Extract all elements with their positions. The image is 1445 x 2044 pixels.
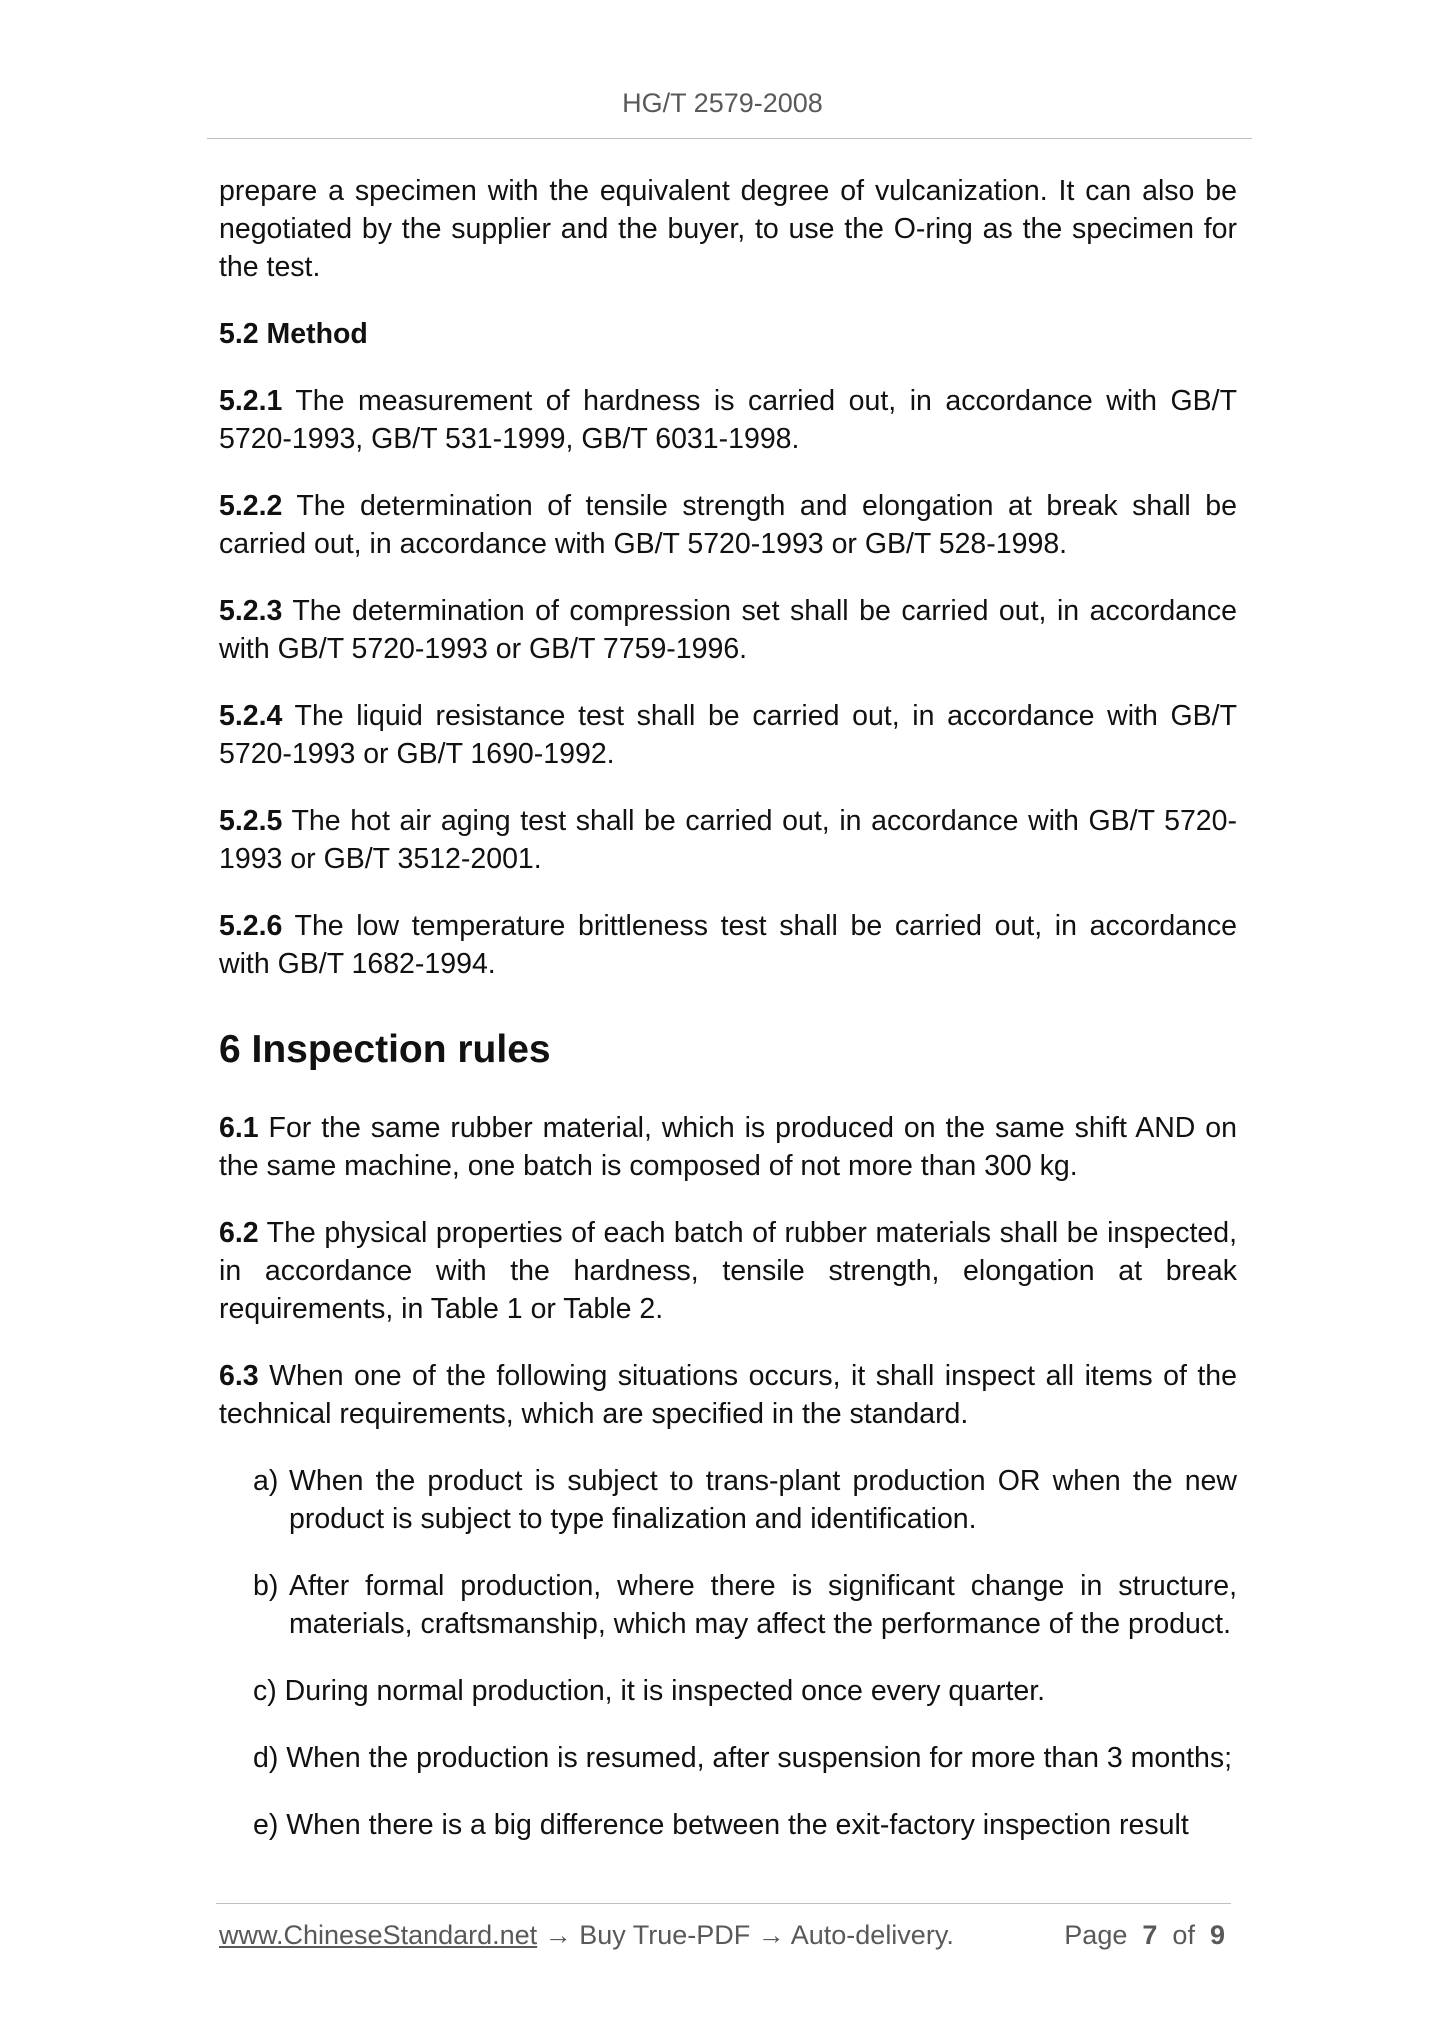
intro-paragraph: prepare a specimen with the equivalent degree of vulcanization. It can also be negotiated by the supplier and the buyer, to use the O-ring as the specimen for the test. xyxy=(219,175,1237,283)
clause-6-3 xyxy=(219,1357,1237,1433)
clause-5-2-5 xyxy=(219,802,1237,878)
clause-number: 5.2.1 xyxy=(219,385,283,417)
clause-number: 5.2.2 xyxy=(219,490,283,522)
list-item-label: a) xyxy=(253,1465,279,1497)
clause-text: The measurement of hardness is carried out, in accordance with GB/T 5720-1993, GB/T 531-1999, GB/T 6031-1998. xyxy=(219,385,1237,455)
list-item-label: e) xyxy=(253,1809,279,1841)
list-item xyxy=(219,1567,1237,1643)
list-item-text: When there is a big difference between the exit-factory inspection result xyxy=(286,1809,1189,1841)
page-of: of xyxy=(1172,1920,1195,1950)
clause-number: 5.2.3 xyxy=(219,595,283,627)
clause-text: The determination of tensile strength and elongation at break shall be carried out, in accordance with GB/T 5720-1993 or GB/T 528-1998. xyxy=(219,490,1237,560)
clause-text: The determination of compression set shall be carried out, in accordance with GB/T 5720-1993 or GB/T 7759-1996. xyxy=(219,595,1237,665)
clause-text: For the same rubber material, which is produced on the same shift AND on the same machine, one batch is composed of not more than 300 kg. xyxy=(219,1112,1237,1182)
footer-promo xyxy=(219,1920,954,1951)
clause-number: 6.2 xyxy=(219,1217,259,1249)
clause-5-2-1 xyxy=(219,382,1237,458)
footer-tagline: → Buy True-PDF → Auto-delivery. xyxy=(537,1920,954,1950)
list-item xyxy=(219,1739,1237,1777)
list-item-text: When the production is resumed, after suspension for more than 3 months; xyxy=(286,1742,1233,1774)
website-link[interactable]: www.ChineseStandard.net xyxy=(219,1920,538,1950)
footer-divider xyxy=(216,1903,1231,1904)
situations-list xyxy=(219,1462,1237,1844)
list-item-text: After formal production, where there is significant change in structure, materials, craftsmanship, which may affect the performance of the product. xyxy=(289,1570,1237,1640)
list-item xyxy=(219,1672,1237,1710)
clause-text: The physical properties of each batch of rubber materials shall be inspected, in accordance with the hardness, tensile strength, elongation at break requirements, in Table 1 or Table 2. xyxy=(219,1217,1237,1325)
clause-text: When one of the following situations occurs, it shall inspect all items of the technical requirements, which are specified in the standard. xyxy=(219,1360,1237,1430)
clause-number: 5.2.4 xyxy=(219,700,283,732)
clause-number: 5.2.5 xyxy=(219,805,283,837)
page-body xyxy=(219,172,1237,1873)
list-item xyxy=(219,1806,1237,1844)
clause-5-2-3 xyxy=(219,592,1237,668)
clause-6-1 xyxy=(219,1109,1237,1185)
clause-5-2-6 xyxy=(219,907,1237,983)
list-item-text: During normal production, it is inspected once every quarter. xyxy=(284,1675,1046,1707)
list-item-label: c) xyxy=(253,1675,277,1707)
clause-number: 5.2.6 xyxy=(219,910,283,942)
current-page: 7 xyxy=(1142,1920,1158,1950)
clause-6-2 xyxy=(219,1214,1237,1328)
subsection-heading-5-2: 5.2 Method xyxy=(219,318,368,350)
list-item-label: d) xyxy=(253,1742,279,1774)
clause-5-2-4 xyxy=(219,697,1237,773)
header-divider xyxy=(207,138,1252,139)
page-indicator xyxy=(1064,1920,1225,1951)
clause-number: 6.3 xyxy=(219,1360,259,1392)
list-item xyxy=(219,1462,1237,1538)
clause-text: The low temperature brittleness test shall be carried out, in accordance with GB/T 1682-1994. xyxy=(219,910,1237,980)
section-heading-6: 6 Inspection rules xyxy=(219,1028,551,1071)
running-header: HG/T 2579-2008 xyxy=(622,88,823,118)
clause-number: 6.1 xyxy=(219,1112,259,1144)
clause-text: The liquid resistance test shall be carried out, in accordance with GB/T 5720-1993 or GB/T 1690-1992. xyxy=(219,700,1237,770)
total-pages: 9 xyxy=(1209,1920,1225,1950)
clause-text: The hot air aging test shall be carried out, in accordance with GB/T 5720-1993 or GB/T 3512-2001. xyxy=(219,805,1237,875)
clause-5-2-2 xyxy=(219,487,1237,563)
list-item-text: When the product is subject to trans-plant production OR when the new product is subject to type finalization and identification. xyxy=(289,1465,1237,1535)
page-word: Page xyxy=(1064,1920,1128,1950)
list-item-label: b) xyxy=(253,1570,279,1602)
